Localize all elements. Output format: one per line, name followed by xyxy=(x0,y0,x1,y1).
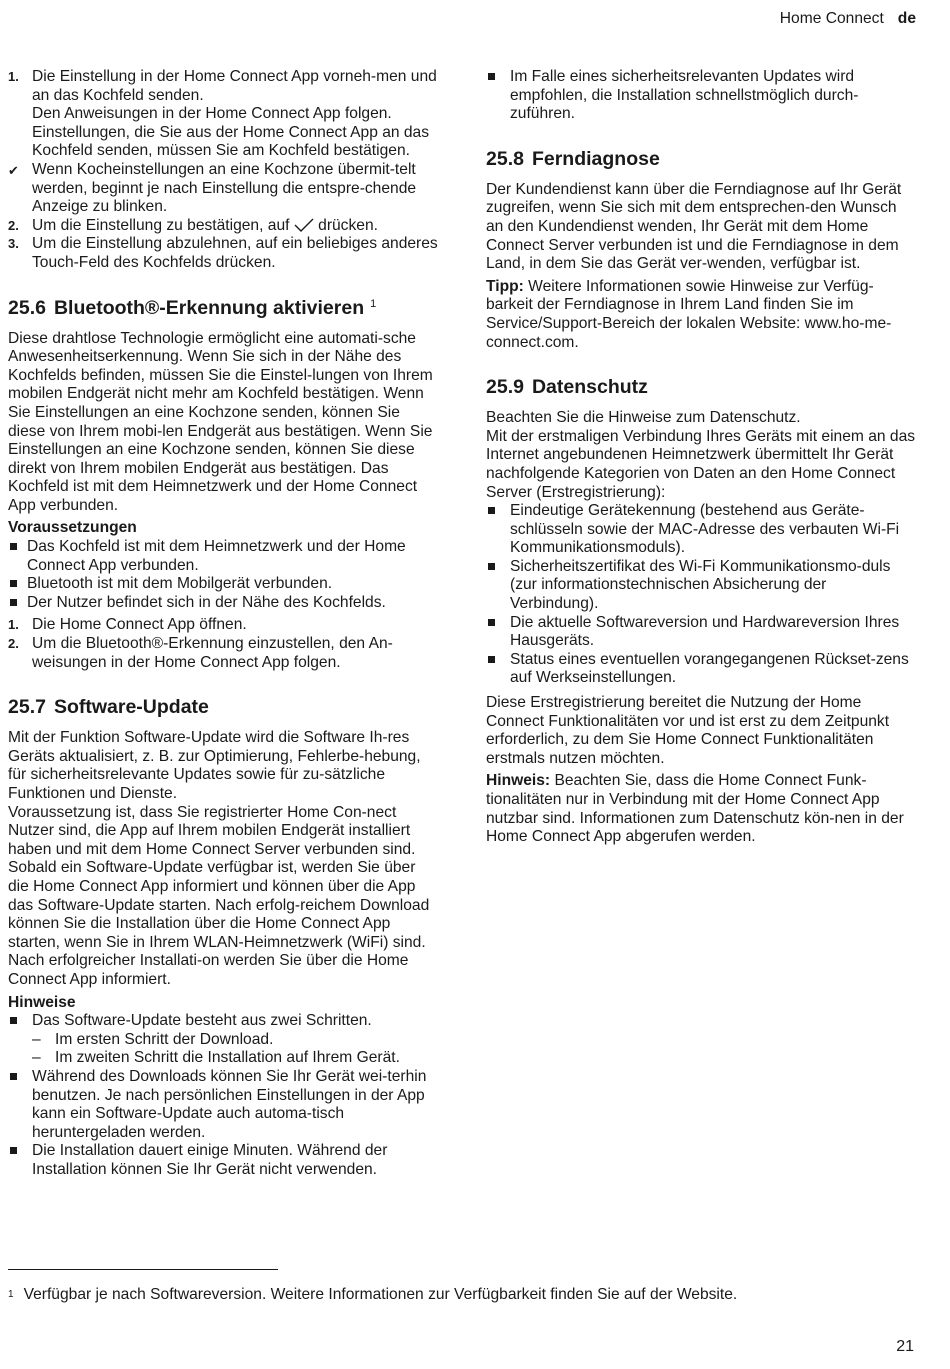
list-item xyxy=(486,502,918,558)
note-paragraph xyxy=(486,772,918,846)
step-1-cont xyxy=(8,105,440,124)
paragraph: Beachten Sie die Hinweise zum Datenschutz. xyxy=(486,409,801,427)
list-item-text: Während des Downloads können Sie Ihr Gerät wei-terhin benutzen. Je nach persönlichen Einstellungen in der App kann ein Software-Update auch automa-tisch heruntergeladen werden. xyxy=(32,1067,427,1141)
step-text: Um die Einstellung zu bestätigen, auf xyxy=(32,216,290,234)
list-item-text: Im Falle eines sicherheitsrelevanten Updates wird empfohlen, die Installation schnellstmöglich durch-zuführen. xyxy=(510,68,859,123)
subheading: Voraussetzungen xyxy=(8,519,137,537)
section-title: Ferndiagnose xyxy=(531,147,660,170)
section-number: 25.8 xyxy=(486,147,524,170)
list-item xyxy=(8,1068,440,1142)
step-text: drücken. xyxy=(318,216,378,234)
bullet-icon xyxy=(488,563,495,570)
section-number: 25.9 xyxy=(486,376,524,399)
list-item-text: Eindeutige Gerätekennung (bestehend aus Geräte-schlüsseln sowie der MAC-Adresse des verbauten Wi-Fi Kommunikationsmoduls). xyxy=(510,502,900,557)
list-item-text: Das Software-Update besteht aus zwei Schritten. xyxy=(32,1012,372,1030)
list-item xyxy=(8,1142,440,1179)
section-title: Bluetooth®-Erkennung aktivieren xyxy=(53,296,365,319)
paragraph: Sobald ein Software-Update verfügbar ist, werden Sie über die Home Connect App informiert und können über die App das Software-Update starten. Nach erfolg-reichem Download können Sie die Installation über die Home Connect App starten, wenn Sie in Ihrem WLAN-Heimnetzwerk (WiFi) sind. Nach erfolgreicher Installati-on werden Sie über die Home Connect App informiert. xyxy=(8,859,430,988)
section-heading-25-8 xyxy=(486,147,918,171)
tip-text: Weitere Informationen sowie Hinweise zur Verfüg-barkeit der Ferndiagnose in Ihrem Land finden Sie im Service/Support-Bereich der lokalen Website: www.ho-me-connect.com. xyxy=(486,277,892,351)
list-item xyxy=(8,1012,440,1031)
bullet-icon xyxy=(10,599,17,606)
dash-icon: – xyxy=(32,1049,41,1067)
list-item xyxy=(486,558,918,614)
list-item-text: Sicherheitszertifikat des Wi-Fi Kommunikationsmo-duls (zur informationstechnischen Absicherung der Verbindung). xyxy=(510,557,891,613)
footnote-mark: 1 xyxy=(8,1289,14,1300)
list-item-text: Im ersten Schritt der Download. xyxy=(55,1030,274,1048)
step-number: 1. xyxy=(8,69,19,84)
step-2 xyxy=(8,217,440,236)
list-item-text: Im zweiten Schritt die Installation auf Ihrem Gerät. xyxy=(55,1049,400,1067)
paragraph: Voraussetzung ist, dass Sie registrierter Home Con-nect Nutzer sind, die App auf Ihrem mobilen Endgerät installiert haben und mit dem Home Connect Server verbunden sind. xyxy=(8,803,416,858)
section-heading-25-7 xyxy=(8,695,440,719)
list-item xyxy=(486,68,918,124)
result-text: Wenn Kocheinstellungen an eine Kochzone übermit-telt werden, beginnt je nach Einstellung die entspre-chende Anzeige zu blinken. xyxy=(32,160,417,216)
bullet-icon xyxy=(488,73,495,80)
paragraph: Mit der Funktion Software-Update wird die Software Ih-res Geräts aktualisiert, z. B. zur Optimierung, Fehlerbe-hebung, für sicherheitsrelevante Updates sowie für zu-sätzliche Funktionen und Dienste. xyxy=(8,729,421,802)
section-number: 25.6 xyxy=(8,296,46,319)
bullet-icon xyxy=(10,1073,17,1080)
list-item-text: Bluetooth ist mit dem Mobilgerät verbunden. xyxy=(27,575,333,593)
step-text: Die Home Connect App öffnen. xyxy=(32,616,247,634)
footnote-divider xyxy=(8,1269,278,1270)
tip-paragraph xyxy=(486,278,918,352)
section-number: 25.7 xyxy=(8,696,46,719)
language-code: de xyxy=(897,10,916,27)
bullet-icon xyxy=(10,580,17,587)
sub-list-item xyxy=(8,1031,440,1050)
bullet-icon xyxy=(488,507,495,514)
list-item-text: Status eines eventuellen vorangegangenen Rückset-zens auf Werkseinstellungen. xyxy=(510,650,909,687)
footnote-ref: 1 xyxy=(370,297,377,310)
section-heading-25-6 xyxy=(8,296,440,320)
step-number: 2. xyxy=(8,217,19,233)
bullet-icon xyxy=(488,656,495,663)
list-item-text: Die aktuelle Softwareversion und Hardwareversion Ihres Hausgeräts. xyxy=(510,613,900,650)
sub-list-item xyxy=(8,1049,440,1068)
section-title: Software-Update xyxy=(53,696,209,719)
list-item xyxy=(8,575,440,594)
step-3 xyxy=(8,235,440,272)
step-text: Den Anweisungen in der Home Connect App folgen. xyxy=(32,105,392,123)
step-number: 1. xyxy=(8,617,19,633)
list-item-text: Der Nutzer befindet sich in der Nähe des Kochfelds. xyxy=(27,593,386,611)
running-header xyxy=(780,10,916,29)
bullet-icon xyxy=(10,543,17,550)
list-item xyxy=(486,651,918,688)
header-title: Home Connect xyxy=(779,10,884,27)
step-text: Um die Einstellung abzulehnen, auf ein beliebiges anderes Touch-Feld des Kochfelds drücken. xyxy=(32,235,438,271)
step-number: 2. xyxy=(8,636,19,652)
section-heading-25-9 xyxy=(486,375,918,399)
bullet-icon xyxy=(10,1017,17,1024)
list-item xyxy=(8,538,440,575)
list-item-text: Das Kochfeld ist mit dem Heimnetzwerk und der Home Connect App verbunden. xyxy=(27,538,406,574)
tip-label: Tipp: xyxy=(486,277,524,295)
list-item-text: Die Installation dauert einige Minuten. Während der Installation können Sie Ihr Gerät nicht verwenden. xyxy=(32,1142,388,1178)
paragraph: Der Kundendienst kann über die Ferndiagnose auf Ihr Gerät zugreifen, wenn Sie sich mit dem entsprechen-den Wunsch an den Kundendienst wenden, Ihr Gerät mit dem Home Connect Server verbunden ist und die Ferndiagnose in dem Land, in dem Sie das Gerät ver-wenden, verfügbar ist. xyxy=(486,180,902,273)
bullet-icon xyxy=(10,1147,17,1154)
step-1 xyxy=(8,68,440,105)
step-text: Die Einstellung in der Home Connect App vorneh-men und an das Kochfeld senden. xyxy=(32,68,437,104)
page-number: 21 xyxy=(896,1338,914,1355)
step-1 xyxy=(8,616,440,635)
result xyxy=(8,161,440,217)
subheading: Hinweise xyxy=(8,993,76,1011)
step-number: 3. xyxy=(8,236,19,252)
paragraph: Diese Erstregistrierung bereitet die Nutzung der Home Connect Funktionalitäten vor und ist erst zu dem Zeitpunkt erforderlich, zu dem Sie Home Connect Funktionalitäten erstmals nutzen möchten. xyxy=(486,694,890,767)
check-icon: ✔ xyxy=(8,162,19,178)
step-1-cont2 xyxy=(8,124,440,161)
note-text: Beachten Sie, dass die Home Connect Funk-tionalitäten nur in Verbindung mit der Home Connect App nutzbar sind. Informationen zum Datenschutz kön-nen in der Home Connect App abgerufen werden. xyxy=(486,772,904,846)
step-2 xyxy=(8,635,440,672)
dash-icon: – xyxy=(32,1030,41,1048)
list-item xyxy=(8,594,440,613)
footnote xyxy=(8,1286,737,1305)
paragraph: Diese drahtlose Technologie ermöglicht eine automati-sche Anwesenheitserkennung. Wenn Sie sich in der Nähe des Kochfelds befinden, müssen Sie die Einstel-lungen von Ihrem mobilen Endgerät nicht mehr am Kochfeld bestätigen. Wenn Sie Einstellungen an eine Kochzone senden, können Sie diese von Ihrem mobi-len Endgerät aus bestätigen. Wenn Sie Einstellungen an eine Kochzone senden, können Sie diese direkt von Ihrem mobilen Endgerät aus bestätigen. Das Kochfeld ist mit dem Heimnetzwerk und der Home Connect App verbunden. xyxy=(8,329,433,514)
left-column xyxy=(8,68,440,1179)
step-text: Einstellungen, die Sie aus der Home Connect App an das Kochfeld senden, müssen Sie am Kochfeld bestätigen. xyxy=(32,123,430,160)
bullet-icon xyxy=(488,619,495,626)
section-title: Datenschutz xyxy=(531,376,648,399)
checkmark-icon xyxy=(294,218,314,232)
paragraph: Mit der erstmaligen Verbindung Ihres Geräts mit einem an das Internet angebundenen Heimnetzwerk übermittelt Ihr Gerät nachfolgende Kategorien von Daten an den Home Connect Server (Erstregistrierung): xyxy=(486,427,916,501)
right-column xyxy=(486,68,918,851)
step-text: Um die Bluetooth®-Erkennung einzustellen, den An-weisungen in der Home Connect App folgen. xyxy=(32,635,393,671)
note-label: Hinweis: xyxy=(486,772,551,790)
list-item xyxy=(486,614,918,651)
footnote-text: Verfügbar je nach Softwareversion. Weitere Informationen zur Verfügbarkeit finden Sie auf der Website. xyxy=(23,1286,738,1303)
